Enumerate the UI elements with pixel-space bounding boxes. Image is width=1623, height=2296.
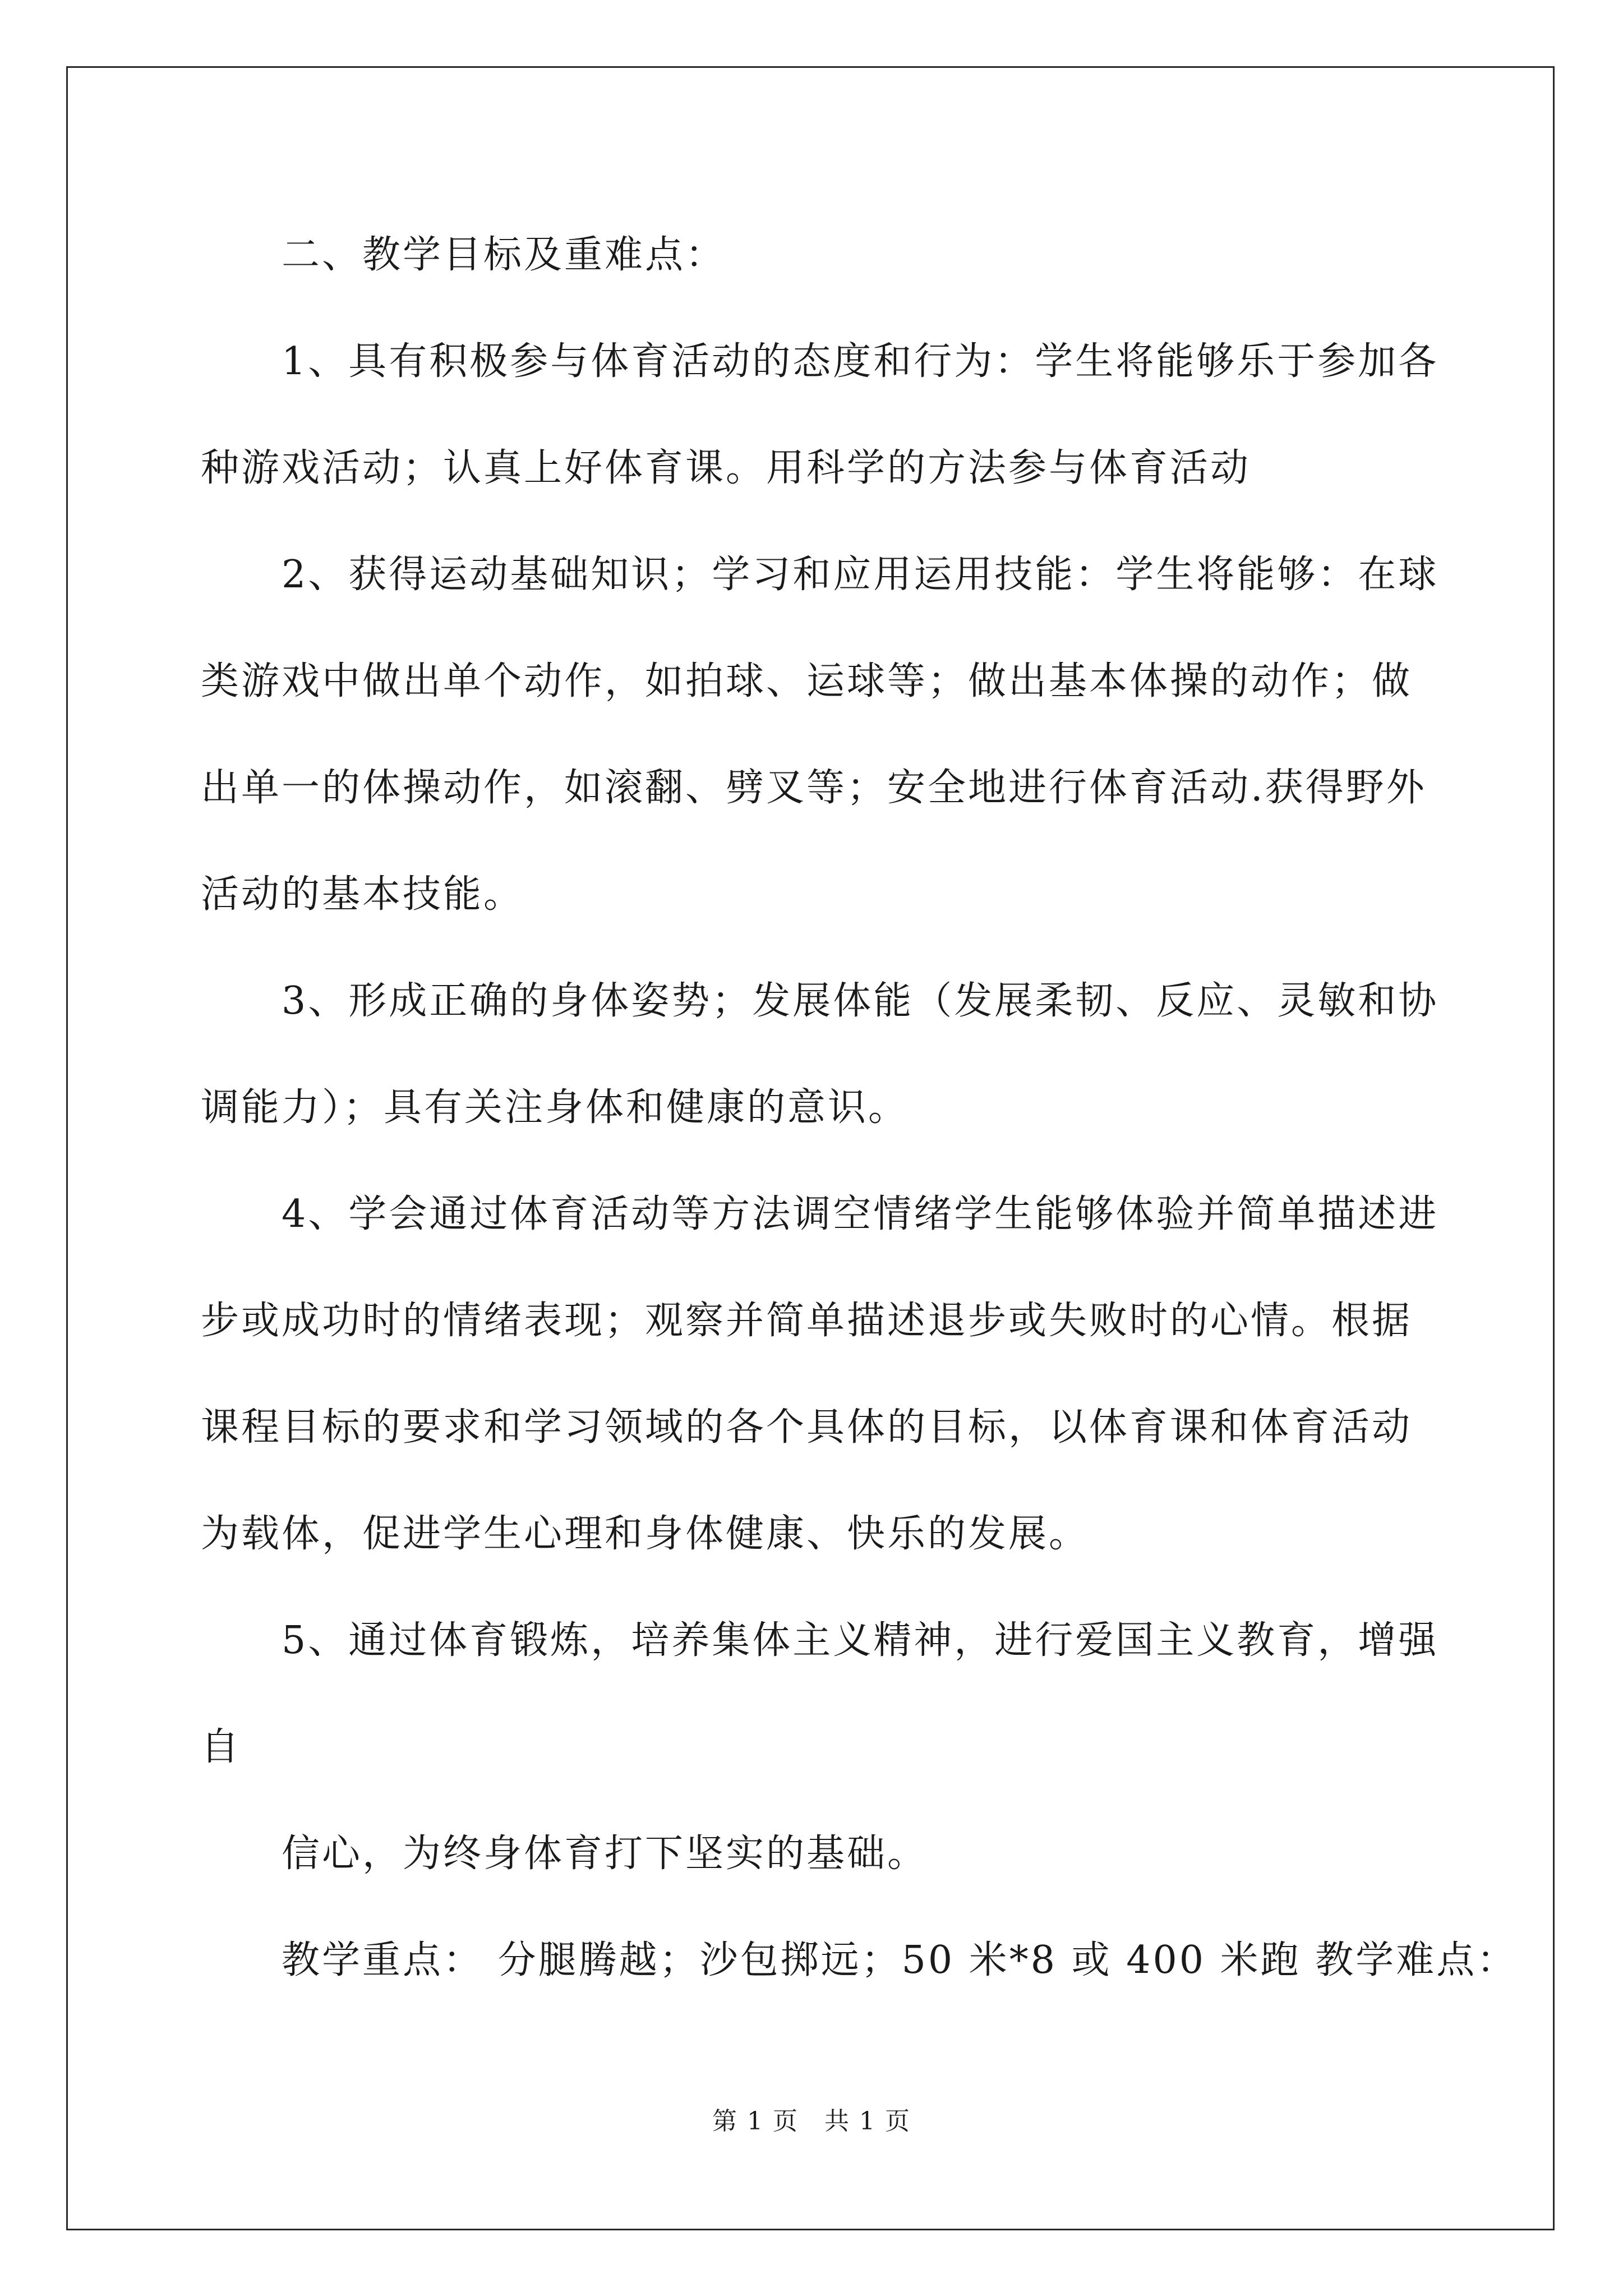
paragraph-2-line-4: 活动的基本技能。 <box>201 872 524 917</box>
paragraph-2-line-1: 2、获得运动基础知识；学习和应用运用技能：学生将能够：在球 <box>282 553 1439 597</box>
paragraph-4-line-4: 为载体，促进学生心理和身体健康、快乐的发展。 <box>201 1512 1090 1556</box>
paragraph-3-line-2: 调能力）；具有关注身体和健康的意识。 <box>201 1085 909 1130</box>
paragraph-4-line-2: 步或成功时的情绪表现；观察并简单描述退步或失败时的心情。根据 <box>201 1299 1413 1343</box>
section-heading: 二、教学目标及重难点： <box>282 233 726 277</box>
paragraph-5-line-3: 信心，为终身体育打下坚实的基础。 <box>282 1832 928 1876</box>
page-border <box>66 66 1555 2230</box>
paragraph-5-line-1: 5、通过体育锻炼，培养集体主义精神，进行爱国主义教育，增强 <box>282 1618 1439 1663</box>
teaching-focus-line: 教学重点： 分腿腾越；沙包掷远；50 米*8 或 400 米跑 教学难点： <box>282 1938 1518 1982</box>
paragraph-5-line-2: 自 <box>201 1725 242 1769</box>
paragraph-4-line-1: 4、学会通过体育活动等方法调空情绪学生能够体验并简单描述进 <box>282 1192 1439 1236</box>
paragraph-2-line-3: 出单一的体操动作，如滚翻、劈叉等；安全地进行体育活动.获得野外 <box>201 766 1427 810</box>
paragraph-2-line-2: 类游戏中做出单个动作，如拍球、运球等；做出基本体操的动作；做 <box>201 659 1413 703</box>
paragraph-1-line-2: 种游戏活动；认真上好体育课。用科学的方法参与体育活动 <box>201 446 1251 490</box>
paragraph-4-line-3: 课程目标的要求和学习领域的各个具体的目标，以体育课和体育活动 <box>201 1405 1413 1450</box>
paragraph-3-line-1: 3、形成正确的身体姿势；发展体能（发展柔韧、反应、灵敏和协 <box>282 979 1439 1023</box>
page-footer: 第 1 页 共 1 页 <box>712 2107 911 2136</box>
paragraph-1-line-1: 1、具有积极参与体育活动的态度和行为：学生将能够乐于参加各 <box>282 339 1439 384</box>
